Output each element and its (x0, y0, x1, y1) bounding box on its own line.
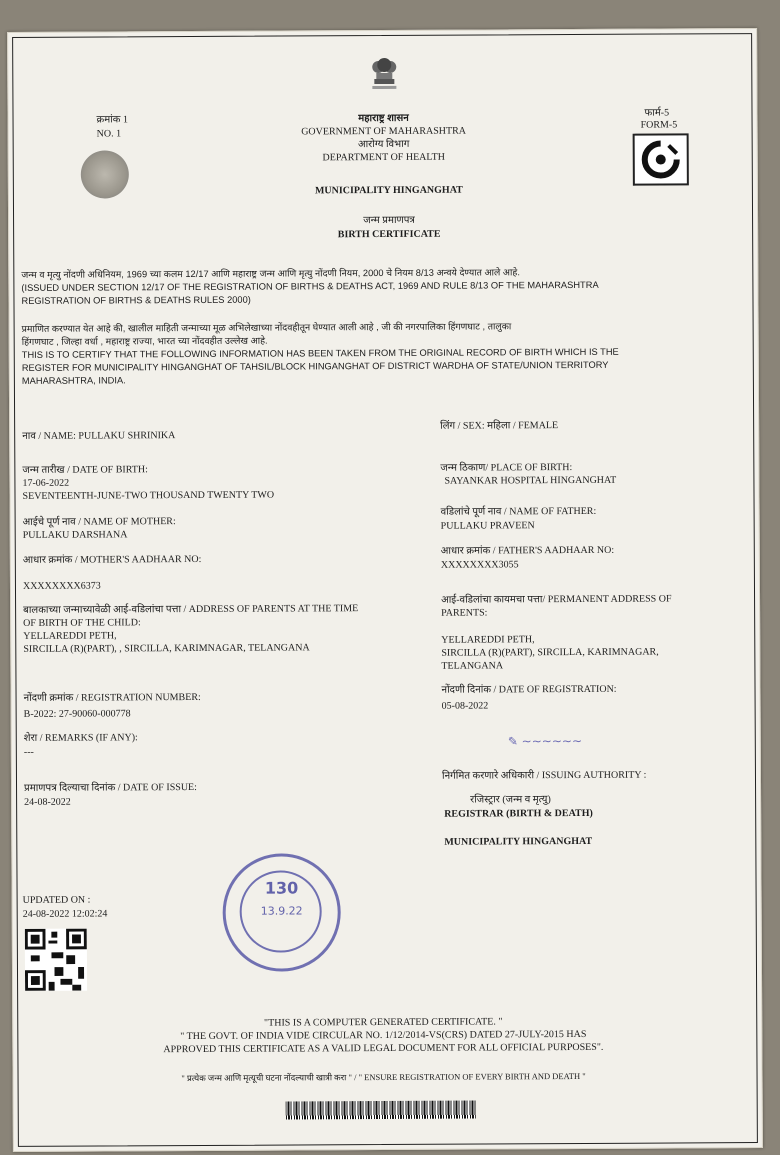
sex-label: लिंग / SEX: (440, 420, 485, 432)
dept-hindi: आरोग्य विभाग (357, 138, 410, 151)
certify-en-1: THIS IS TO CERTIFY THAT THE FOLLOWING INFORMATION HAS BEEN TAKEN FROM THE ORIGINAL RECORD OF BIRTH WHICH IS THE (21, 346, 619, 360)
mother-label: आईचे पूर्ण नाव / NAME OF MOTHER: (22, 516, 176, 528)
municipality-name: MUNICIPALITY HINGANGHAT (314, 184, 463, 197)
perm-address-1: YELLAREDDI PETH, (441, 634, 535, 646)
remarks-value: --- (23, 746, 34, 758)
dob-words: SEVENTEENTH-JUNE-TWO THOUSAND TWENTY TWO (22, 489, 275, 502)
number-hindi: क्रमांक 1 (96, 114, 129, 126)
updated-label: UPDATED ON : (22, 894, 91, 906)
maharashtra-seal-icon (81, 150, 129, 198)
barcode-icon (286, 1101, 476, 1120)
national-emblem-icon (366, 51, 402, 93)
sex-field (440, 420, 558, 433)
updated-value: 24-08-2022 12:02:24 (22, 908, 108, 920)
authority-municipality: MUNICIPALITY HINGANGHAT (444, 835, 593, 848)
sex-value: महिला / FEMALE (487, 420, 559, 432)
child-name: PULLAKU SHRINIKA (78, 430, 176, 442)
father-aadhaar-label: आधार क्रमांक / FATHER'S AADHAAR NO: (440, 544, 615, 557)
stamp-number: 130 (264, 878, 299, 898)
health-logo-icon (633, 133, 689, 185)
stamp-date: 13.9.22 (260, 904, 303, 918)
certify-hindi-2: हिंगणघाट , जिल्हा वर्धा , महाराष्ट्र राज्या, भारत च्या नोंदवहीत उल्लेख आहे. (21, 335, 268, 347)
certificate-hindi: जन्म प्रमाणपत्र (363, 214, 415, 227)
issue-date-label: प्रमाणपत्र दिल्याचा दिनांक / DATE OF ISSUE: (24, 781, 197, 794)
qr-code-icon (25, 929, 87, 991)
note-1: "THIS IS A COMPUTER GENERATED CERTIFICATE. " (264, 1016, 503, 1029)
certificate-paper (7, 28, 763, 1152)
remarks-label: शेरा / REMARKS (IF ANY): (23, 732, 138, 744)
registrar-title: REGISTRAR (BIRTH & DEATH) (444, 807, 593, 820)
pob-label: जन्म ठिकाण/ PLACE OF BIRTH: (440, 462, 573, 474)
perm-address-label-1: आई-वडिलांचा कायमचा पत्ता/ PERMANENT ADDRESS OF (441, 593, 672, 606)
name-field (22, 430, 175, 443)
page-border (12, 33, 758, 1147)
perm-address-2: SIRCILLA (R)(PART), SIRCILLA, KARIMNAGAR, (441, 646, 659, 659)
mother-aadhaar-label: आधार क्रमांक / MOTHER'S AADHAAR NO: (22, 553, 202, 566)
certify-en-2: REGISTER FOR MUNICIPALITY HINGANGHAT OF TAHSIL/BLOCK HINGANGHAT OF DISTRICT WARDHA OF STATE/UNION TERRITORY (21, 359, 609, 373)
reg-date-label: नोंदणी दिनांक / DATE OF REGISTRATION: (441, 683, 617, 696)
mother-aadhaar: XXXXXXXX6373 (22, 580, 101, 592)
issue-date: 24-08-2022 (24, 796, 71, 808)
dob-label: जन्म तारीख / DATE OF BIRTH: (22, 464, 148, 476)
certify-en-3: MAHARASHTRA, INDIA. (21, 375, 126, 386)
dob-value: 17-06-2022 (22, 477, 70, 489)
perm-address-label-2: PARENTS: (441, 607, 488, 619)
slogan: " प्रत्येक जन्म आणि मृत्यूची घटना नोंदल्याची खात्री करा " / " ENSURE REGISTRATION OF EVERY BIRTH AND DEATH " (181, 1070, 586, 1084)
reg-no-label: नोंदणी क्रमांक / REGISTRATION NUMBER: (23, 691, 201, 704)
issued-en-2: REGISTRATION OF BIRTHS & DEATHS RULES 2000) (21, 294, 251, 306)
number-label: NO. 1 (96, 128, 122, 140)
father-label: वडिलांचे पूर्ण नाव / NAME OF FATHER: (440, 505, 597, 518)
form-hindi: फार्म-5 (644, 107, 670, 119)
father-name: PULLAKU PRAVEEN (440, 520, 535, 532)
issued-hindi: जन्म व मृत्यु नोंदणी अधिनियम, 1969 च्या कलम 12/17 आणि महाराष्ट्र जन्म आणि मृत्यु नोंदणी नियम, 2000 चे नियम 8/13 अन्वये देण्यात आले आहे. (21, 267, 520, 280)
address-birth-label-1: बालकाच्या जन्माच्यावेळी आई-वडिलांचा पत्ता / ADDRESS OF PARENTS AT THE TIME (23, 603, 359, 616)
pob-value: SAYANKAR HOSPITAL HINGANGHAT (444, 474, 617, 487)
reg-no: B-2022: 27-90060-000778 (23, 708, 131, 720)
certificate-title: BIRTH CERTIFICATE (337, 228, 441, 241)
mother-name: PULLAKU DARSHANA (22, 529, 128, 541)
registrar-hindi: रजिस्ट्रार (जन्म व मृत्यु) (470, 794, 551, 806)
issued-en-1: (ISSUED UNDER SECTION 12/17 OF THE REGISTRATION OF BIRTHS & DEATHS ACT, 1969 AND RULE 8/13 OF THE MAHARASHTRA (21, 279, 599, 293)
dept-name: DEPARTMENT OF HEALTH (322, 151, 445, 164)
address-birth-2: SIRCILLA (R)(PART), , SIRCILLA, KARIMNAGAR, TELANGANA (23, 642, 310, 655)
note-2: " THE GOVT. OF INDIA VIDE CIRCULAR NO. 1/12/2014-VS(CRS) DATED 27-JULY-2015 HAS (180, 1028, 587, 1043)
name-label: नाव / NAME: (22, 430, 76, 442)
govt-name: GOVERNMENT OF MAHARASHTRA (301, 125, 467, 138)
certify-hindi-1: प्रमाणित करण्यात येत आहे की, खालील माहिती जन्माच्या मूळ अभिलेखाच्या नोंदवहीतून घेण्यात आली आहे , जी की नगरपालिका हिंगणघाट , तालुका (21, 321, 512, 334)
note-3: APPROVED THIS CERTIFICATE AS A VALID LEGAL DOCUMENT FOR ALL OFFICIAL PURPOSES". (163, 1041, 604, 1056)
reg-date: 05-08-2022 (441, 700, 489, 712)
form-label: FORM-5 (640, 119, 678, 131)
father-aadhaar: XXXXXXXX3055 (440, 559, 519, 571)
authority-label: निर्गमित करणारे अधिकारी / ISSUING AUTHORITY : (441, 769, 647, 782)
signature-scribble: ✎ ~~~~~~ (507, 733, 583, 749)
address-birth-label-2: OF BIRTH OF THE CHILD: (23, 617, 141, 629)
address-birth-1: YELLAREDDI PETH, (23, 630, 117, 642)
govt-hindi: महाराष्ट्र शासन (358, 112, 409, 125)
perm-address-3: TELANGANA (441, 660, 504, 672)
official-stamp (222, 853, 341, 972)
